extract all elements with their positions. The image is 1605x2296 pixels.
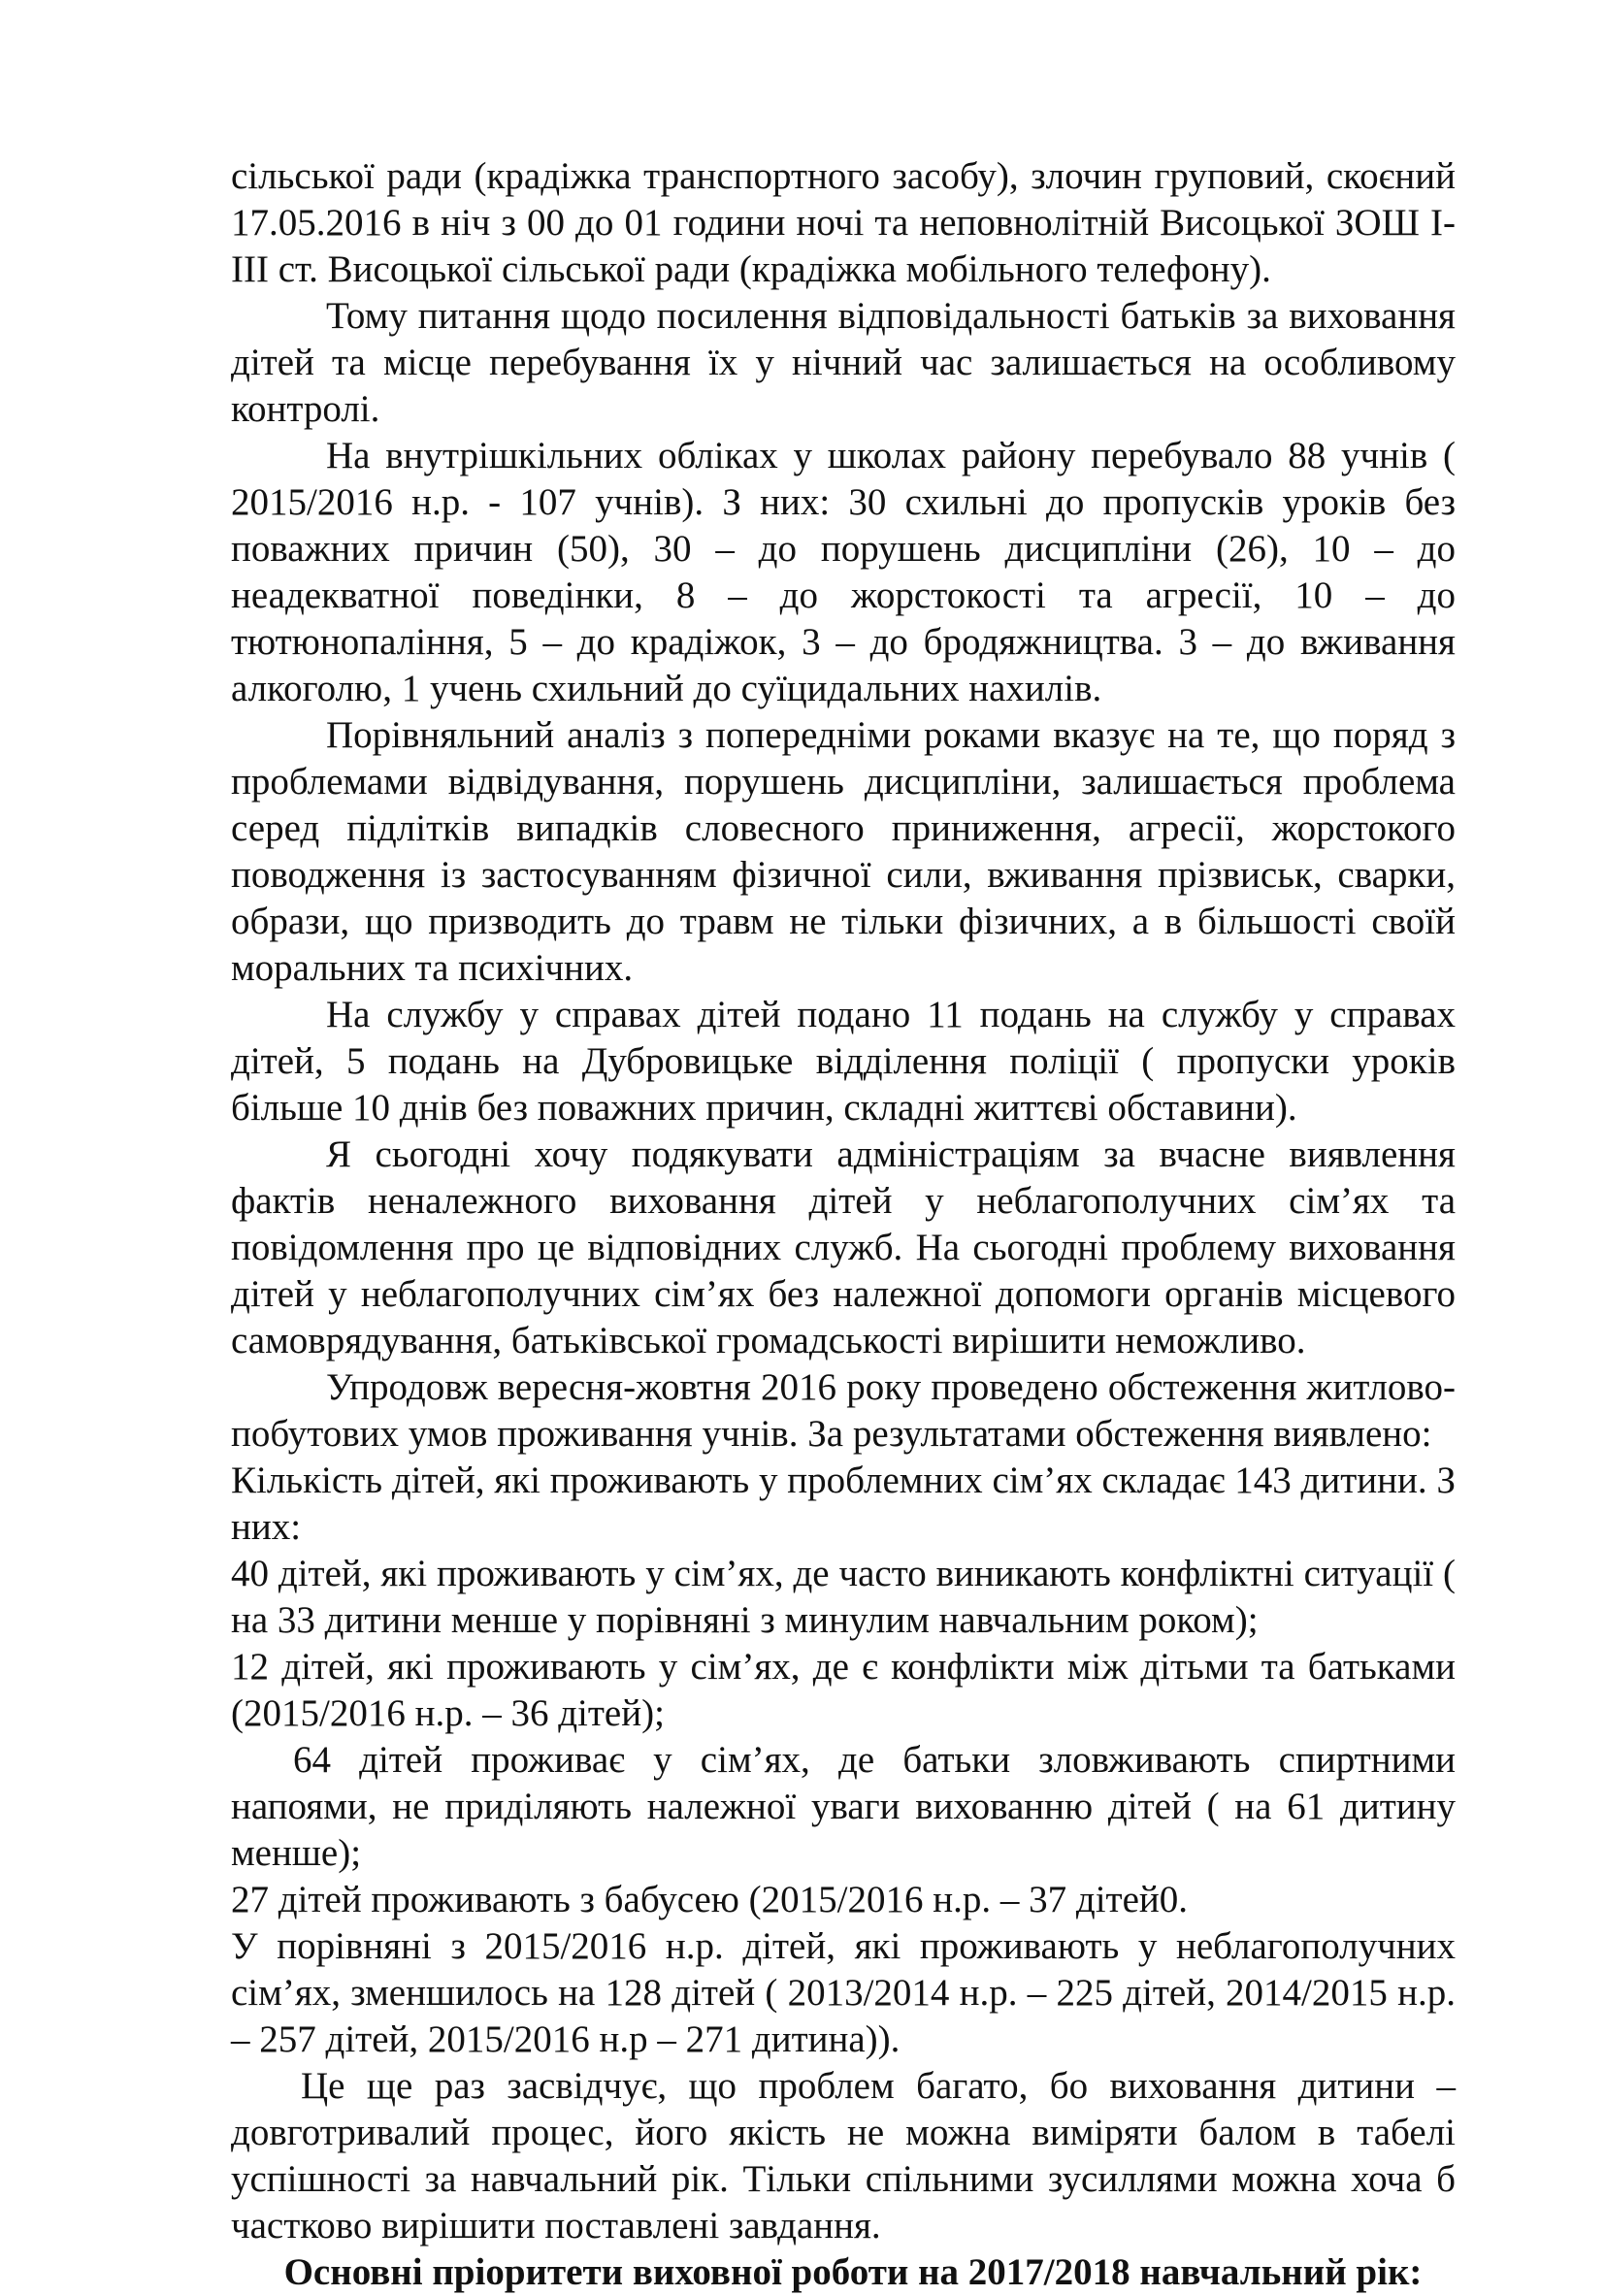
list-item-conflict-situations: 40 дітей, які проживають у сім’ях, де часто виникають конфліктні ситуації ( на 33 дитини менше у порівняні з минулим навчальним роком); [231, 1553, 1456, 1641]
list-item-child-parent-conflicts: 12 дітей, які проживають у сім’ях, де є конфлікти між дітьми та батьками (2015/2016 н.р. – 36 дітей); [231, 1646, 1456, 1734]
list-item-alcohol-abuse: 64 дітей проживає у сім’ях, де батьки зловживають спиртними напоями, не приділяють належної уваги вихованню дітей ( на 61 дитину менше); [231, 1739, 1456, 1874]
paragraph-comparison-years: У порівняні з 2015/2016 н.р. дітей, які проживають у неблагополучних сім’ях, зменшилось на 128 дітей ( 2013/2014 н.р. – 225 дітей, 2014/2015 н.р. – 257 дітей, 2015/2016 н.р – 271 дитина)). [231, 1925, 1456, 2060]
paragraph-comparative-analysis: Порівняльний аналіз з попередніми роками вказує на те, що поряд з проблемами відвідування, порушень дисципліни, залишається проблема серед підлітків випадків словесного приниження, агресії, жорстокого поводження із застосуванням фізичної сили, вживання прізвиськ, сварки, образи, що призводить до травм не тільки фізичних, а в більшості своїй моральних та психічних. [231, 714, 1456, 989]
paragraph-problem-families: Кількість дітей, які проживають у проблемних сім’ях складає 143 дитини. З них: [231, 1460, 1456, 1548]
list-item-grandmother: 27 дітей проживають з бабусею (2015/2016 н.р. – 37 дітей0. [231, 1879, 1189, 1920]
paragraph-school-registry: На внутрішкільних обліках у школах району перебувало 88 учнів ( 2015/2016 н.р. - 107 учнів). З них: 30 схильні до пропусків уроків без поважних причин (50), 30 – до порушень дисципліни (26), 10 – до неадекватної поведінки, 8 – до жорстокості та агресії, 10 – до тютюнопаління, 5 – до крадіжок, 3 – до бродяжництва. 3 – до вживання алкоголю, 1 учень схильний до суїцидальних нахилів. [231, 435, 1456, 709]
paragraph-gratitude: Я сьогодні хочу подякувати адміністраціям за вчасне виявлення фактів неналежного виховання дітей у неблагополучних сім’ях та повідомлення про це відповідних служб. На сьогодні проблему виховання дітей у неблагополучних сім’ях без належної допомоги органів місцевого самоврядування, батьківської громадськості вирішити неможливо. [231, 1133, 1456, 1361]
paragraph-submissions: На службу у справах дітей подано 11 подань на службу у справах дітей, 5 подань на Дубровицьке відділення поліції ( пропуски уроків більше 10 днів без поважних причин, складні життєві обставини). [231, 994, 1456, 1129]
document-body [231, 153, 1456, 2296]
section-heading-priorities: Основні пріоритети виховної роботи на 2017/2018 навчальний рік: [283, 2251, 1423, 2293]
paragraph-crime-details: сільської ради (крадіжка транспортного засобу), злочин груповий, скоєний 17.05.2016 в ніч з 00 до 01 години ночі та неповнолітній Висоцької ЗОШ І-ІІІ ст. Висоцької сільської ради (крадіжка мобільного телефону). [231, 155, 1456, 290]
paragraph-survey: Упродовж вересня-жовтня 2016 року проведено обстеження житлово-побутових умов проживання учнів. За результатами обстеження виявлено: [231, 1366, 1456, 1455]
paragraph-parental-responsibility: Тому питання щодо посилення відповідальності батьків за виховання дітей та місце перебування їх у нічний час залишається на особливому контролі. [231, 295, 1456, 430]
paragraph-conclusion: Це ще раз засвідчує, що проблем багато, бо виховання дитини – довготривалий процес, його якість не можна виміряти балом в табелі успішності за навчальний рік. Тільки спільними зусиллями можна хоча б частково вирішити поставлені завдання. [231, 2065, 1456, 2247]
